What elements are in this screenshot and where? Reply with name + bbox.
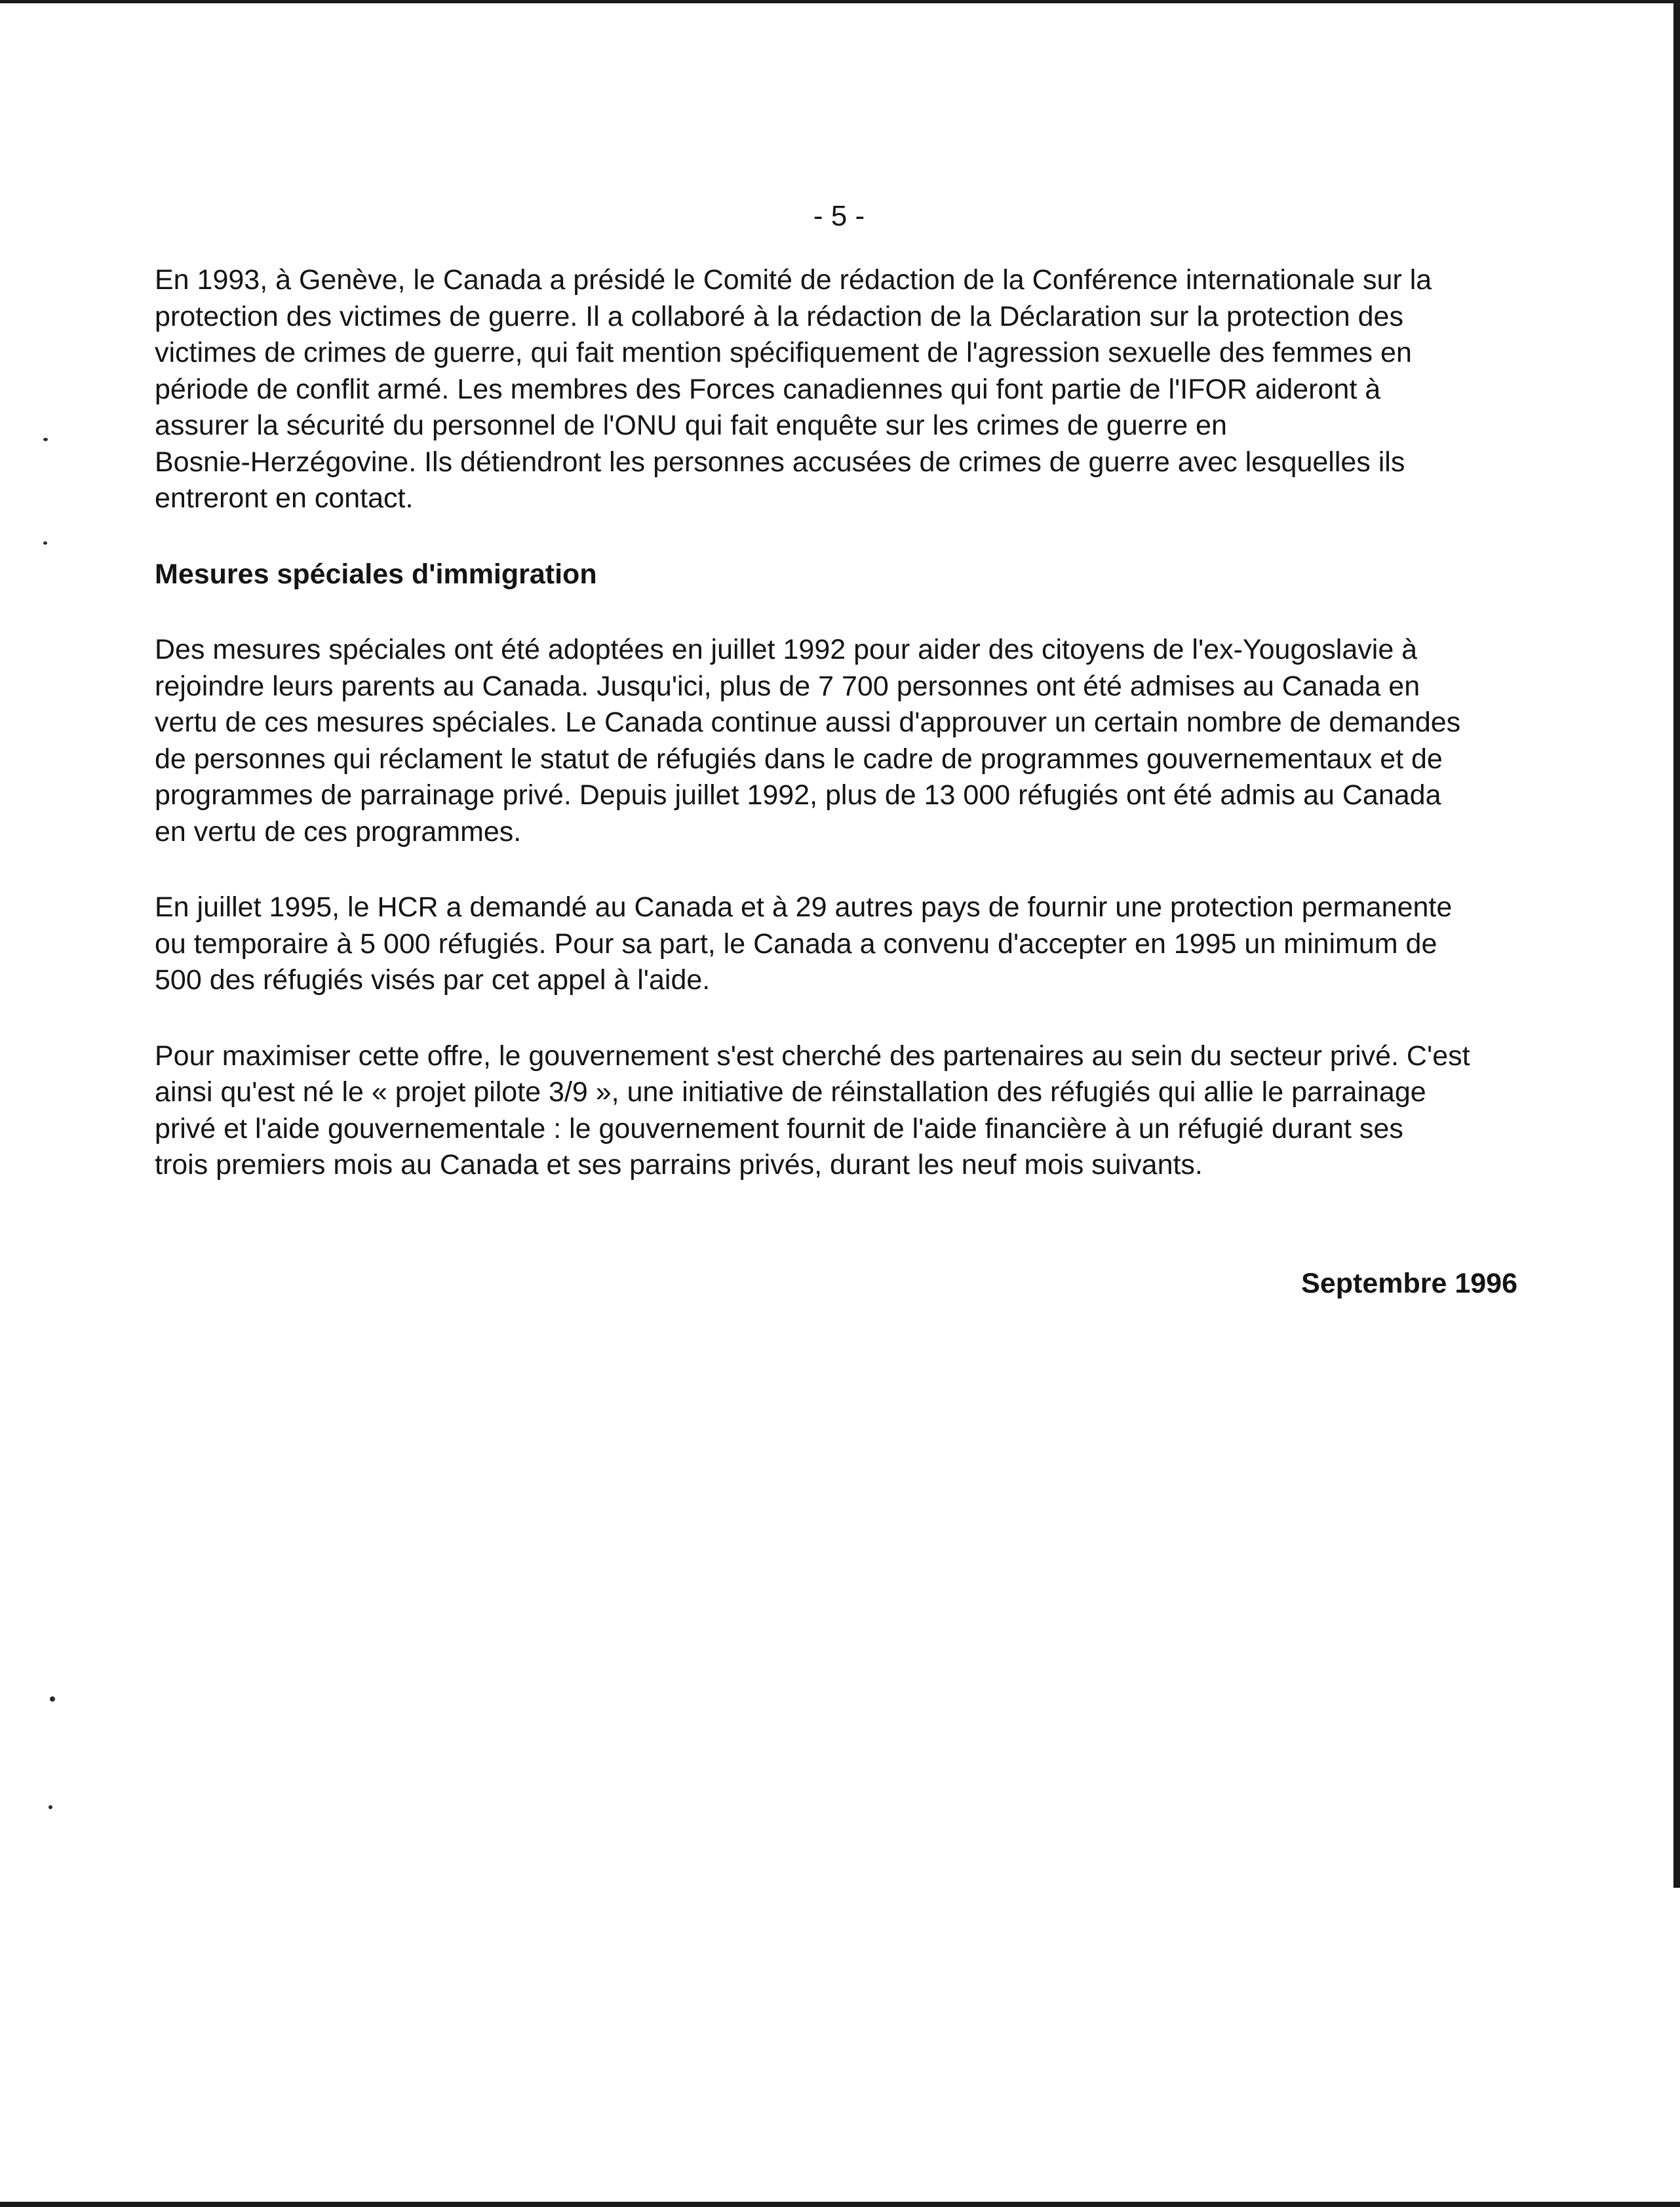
- scan-speck: [43, 438, 48, 441]
- paragraph-pilot-project: Pour maximiser cette offre, le gouvernement s'est cherché des partenaires au sein du secteur privé. C'est ainsi qu'est né le « projet pilote 3/9 », une initiative de réinstallation des réfugiés qui allie le parrainage privé et l'aide gouvernementale : le gouvernement fournit de l'aide financière à un réfugié durant ses trois premiers mois au Canada et ses parrains privés, durant les neuf mois suivants.: [155, 1040, 1470, 1181]
- document-body: [155, 262, 1518, 1184]
- paragraph-hcr-request: En juillet 1995, le HCR a demandé au Canada et à 29 autres pays de fournir une protection permanente ou temporaire à 5 000 réfugiés. Pour sa part, le Canada a convenu d'accepter en 1995 un minimum de 500 des réfugiés visés par cet appel à l'aide.: [155, 891, 1453, 996]
- scan-speck: [50, 1696, 55, 1702]
- document-date: Septembre 1996: [1301, 1268, 1517, 1299]
- section-heading-immigration: Mesures spéciales d'immigration: [155, 558, 597, 590]
- paragraph-geneva-conference: En 1993, à Genève, le Canada a présidé le Comité de rédaction de la Conférence internationale sur la protection des victimes de guerre. Il a collaboré à la rédaction de la Déclaration sur la protection des victimes de crimes de guerre, qui fait mention spécifiquement de l'agression sexuelle des femmes en période de conflit armé. Les membres des Forces canadiennes qui font partie de l'IFOR aideront à assurer la sécurité du personnel de l'ONU qui fait enquête sur les crimes de guerre en Bosnie-Herzégovine. Ils détiendront les personnes accusées de crimes de guerre avec lesquelles ils entreront en contact.: [155, 264, 1432, 514]
- scan-edge-top: [0, 0, 1680, 3]
- page-number: - 5 -: [813, 200, 865, 232]
- scan-edge-right: [1673, 0, 1680, 1888]
- paragraph-special-measures: Des mesures spéciales ont été adoptées en juillet 1992 pour aider des citoyens de l'ex-Yougoslavie à rejoindre leurs parents au Canada. Jusqu'ici, plus de 7 700 personnes ont été admises au Canada en vertu de ces mesures spéciales. Le Canada continue aussi d'approuver un certain nombre de demandes de personnes qui réclament le statut de réfugiés dans le cadre de programmes gouvernementaux et de programmes de parrainage privé. Depuis juillet 1992, plus de 13 000 réfugiés ont été admis au Canada en vertu de ces programmes.: [155, 634, 1461, 848]
- scan-edge-bottom: [0, 2202, 1680, 2207]
- scan-speck: [43, 541, 47, 545]
- scan-speck: [49, 1805, 52, 1809]
